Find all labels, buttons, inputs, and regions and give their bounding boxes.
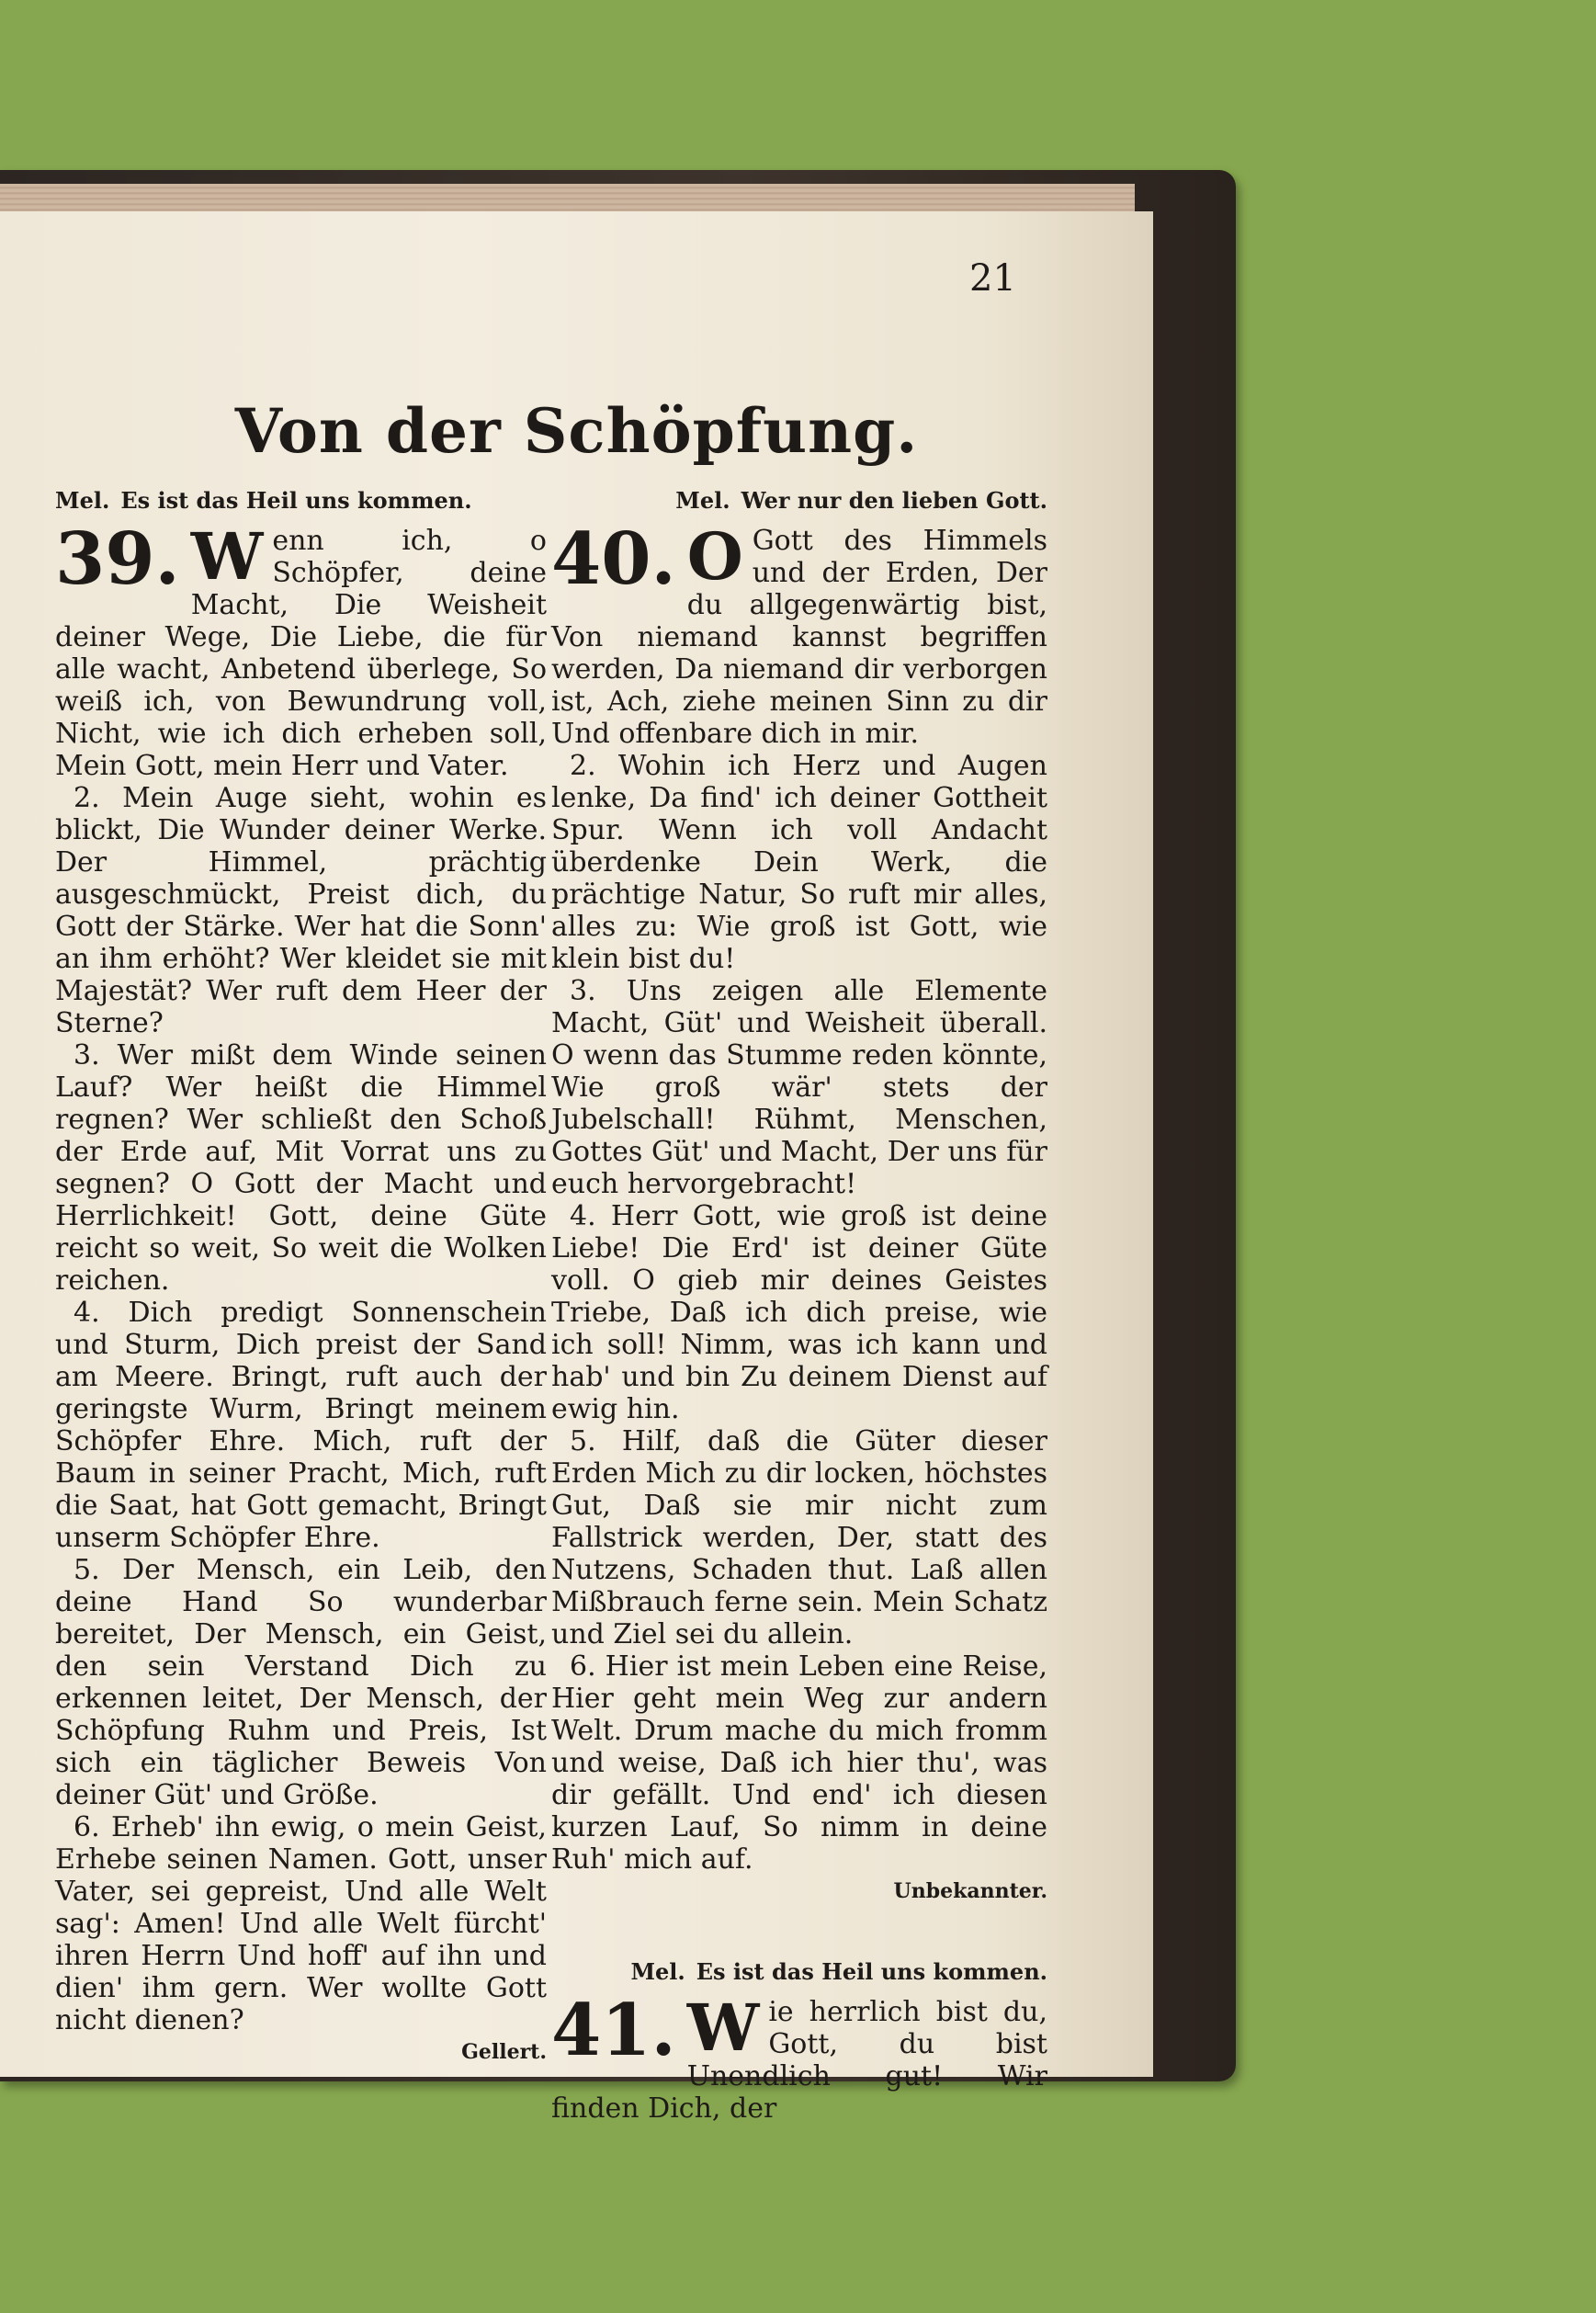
page-number: 21: [969, 257, 1016, 300]
melody-text: Es ist das Heil uns kommen.: [696, 1958, 1047, 1985]
hymn-number: 40.: [551, 517, 676, 601]
left-column: [55, 487, 547, 2064]
verse-2: 2. Wohin ich Herz und Augen lenke, Da find' ich deiner Gottheit Spur. Wenn ich voll Andacht überdenke Dein Werk, die prächtige Natur, So ruft mir alles, alles zu: Wie groß ist Gott, wie klein bist du!: [551, 750, 1047, 975]
hymn-40: [551, 517, 1047, 750]
drop-initial: W: [190, 518, 264, 595]
drop-initial: W: [686, 1990, 760, 2066]
verse-3: 3. Uns zeigen alle Elemente Macht, Güt' und Weisheit überall. O wenn das Stumme reden könnte, Wie groß wär' stets der Jubelschall! Rühmt, Menschen, Gottes Güt' und Macht, Der uns für euch hervorgebracht!: [551, 975, 1047, 1200]
melody-label: Mel.: [630, 1958, 685, 1985]
verse-3: 3. Wer mißt dem Winde seinen Lauf? Wer heißt die Himmel regnen? Wer schließt den Schoß der Erde auf, Mit Vorrat uns zu segnen? O Gott der Macht und Herrlichkeit! Gott, deine Güte reicht so weit, So weit die Wolken reichen.: [55, 1039, 547, 1297]
melody-line: [551, 1958, 1047, 1985]
page-title: Von der Schöpfung.: [234, 395, 919, 467]
hymn-number: 41.: [551, 1989, 676, 2072]
melody-text: Es ist das Heil uns kommen.: [120, 487, 472, 514]
book-page: [0, 211, 1153, 2125]
verse-6: 6. Hier ist mein Leben eine Reise, Hier geht mein Weg zur andern Welt. Drum mache du mich fromm und weise, Daß ich hier thu', was dir gefällt. Und end' ich diesen kurzen Lauf, So nimm in deine Ruh' mich auf.: [551, 1650, 1047, 1876]
verse-5: 5. Der Mensch, ein Leib, den deine Hand So wunderbar bereitet, Der Mensch, ein Geist, den sein Verstand Dich zu erkennen leitet, Der Mensch, der Schöpfung Ruhm und Preis, Ist sich ein täglicher Beweis Von deiner Güt' und Größe.: [55, 1554, 547, 1811]
verse-1: Gott des Himmels und der Erden, Der du allgegenwärtig bist, Von niemand kannst begriffen werden, Da niemand dir verborgen ist, Ach, ziehe meinen Sinn zu dir Und offenbare dich in mir.: [551, 525, 1047, 750]
melody-line: [55, 487, 547, 514]
author: Gellert.: [461, 2040, 547, 2064]
hymn-41: [551, 1989, 1047, 2125]
melody-label: Mel.: [675, 487, 730, 514]
verse-5: 5. Hilf, daß die Güter dieser Erden Mich zu dir locken, höchstes Gut, Daß sie mir nicht zum Fallstrick werden, Der, statt des Nutzens, Schaden thut. Laß allen Mißbrauch ferne sein. Mein Schatz und Ziel sei du allein.: [551, 1425, 1047, 1650]
melody-text: Wer nur den lieben Gott.: [741, 487, 1047, 514]
verse-1: enn ich, o Schöpfer, deine Macht, Die Weisheit deiner Wege, Die Liebe, die für alle wacht, Anbetend überlege, So weiß ich, von Bewundrung voll, Nicht, wie ich dich erheben soll, Mein Gott, mein Herr und Vater.: [55, 525, 547, 782]
verse-4: 4. Dich predigt Sonnenschein und Sturm, Dich preist der Sand am Meere. Bringt, ruft auch der geringste Wurm, Bringt meinem Schöpfer Ehre. Mich, ruft der Baum in seiner Pracht, Mich, ruft die Saat, hat Gott gemacht, Bringt unserm Schöpfer Ehre.: [55, 1297, 547, 1554]
verse-6: 6. Erheb' ihn ewig, o mein Geist, Erhebe seinen Namen. Gott, unser Vater, sei gepreist, Und alle Welt sag': Amen! Und alle Welt fürcht' ihren Herrn Und hoff' auf ihn und dien' ihm gern. Wer wollte Gott nicht dienen?: [55, 1811, 547, 2036]
hymn-number: 39.: [55, 517, 180, 601]
hymn-39: [55, 517, 547, 782]
melody-label: Mel.: [55, 487, 110, 514]
verse-2: 2. Mein Auge sieht, wohin es blickt, Die Wunder deiner Werke. Der Himmel, prächtig ausgeschmückt, Preist dich, du Gott der Stärke. Wer hat die Sonn' an ihm erhöht? Wer kleidet sie mit Majestät? Wer ruft dem Heer der Sterne?: [55, 782, 547, 1039]
verse-1: ie herrlich bist du, Gott, du bist Unendlich gut! Wir finden Dich, der: [551, 1996, 1047, 2125]
melody-line: [551, 487, 1047, 514]
hymn-41-block: [551, 1958, 1047, 2125]
verse-4: 4. Herr Gott, wie groß ist deine Liebe! Die Erd' ist deiner Güte voll. O gieb mir deines Geistes Triebe, Daß ich dich preise, wie ich soll! Nimm, was ich kann und hab' und bin Zu deinem Dienst auf ewig hin.: [551, 1200, 1047, 1425]
drop-initial: O: [686, 518, 743, 595]
right-column: [551, 487, 1047, 2125]
author: Unbekannter.: [893, 1879, 1047, 1903]
